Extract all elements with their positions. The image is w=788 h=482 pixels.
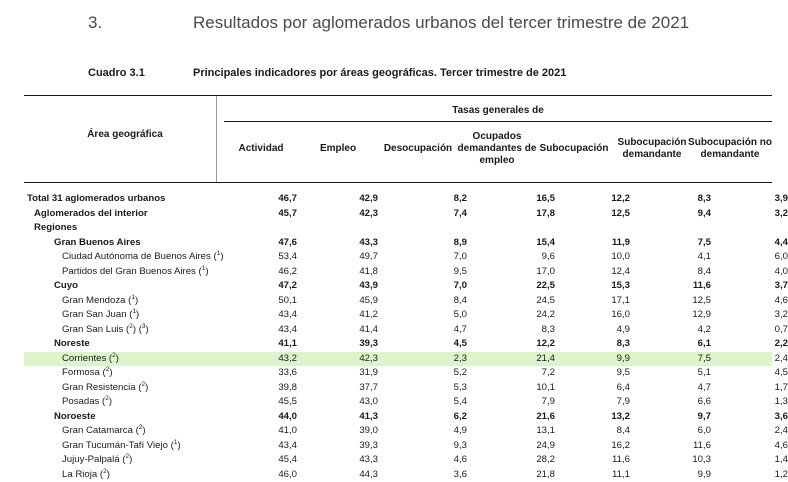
table-row xyxy=(24,250,772,265)
cell-value: 42,3 xyxy=(338,352,378,367)
cell-value: 5,3 xyxy=(427,381,467,396)
row-label: Cuyo xyxy=(24,279,78,294)
cell-value: 12,2 xyxy=(515,337,555,352)
table-label: Cuadro 3.1 xyxy=(88,67,145,79)
cell-value: 4,7 xyxy=(671,381,711,396)
cell-value: 8,3 xyxy=(515,323,555,338)
cell-value: 16,2 xyxy=(590,439,630,454)
cell-value: 9,7 xyxy=(671,410,711,425)
cell-value: 12,9 xyxy=(671,308,711,323)
cell-value: 2,4 xyxy=(748,352,788,367)
cell-value: 49,7 xyxy=(338,250,378,265)
cell-value: 17,8 xyxy=(515,207,555,222)
table-row xyxy=(24,424,772,439)
row-label: Corrientes ($^2$) xyxy=(24,352,119,367)
cell-value: 11,6 xyxy=(671,279,711,294)
cell-value: 7,5 xyxy=(671,236,711,251)
cell-value: 45,9 xyxy=(338,294,378,309)
cell-value: 41,8 xyxy=(338,265,378,280)
cell-value: 39,0 xyxy=(338,424,378,439)
cell-value: 46,2 xyxy=(257,265,297,280)
header-col-ocupados-demandantes: Ocupados demandantes de empleo xyxy=(452,131,542,167)
cell-value: 3,6 xyxy=(427,468,467,482)
cell-value: 12,2 xyxy=(590,192,630,207)
cell-value: 17,0 xyxy=(515,265,555,280)
cell-value: 4,0 xyxy=(748,265,788,280)
header-bottom-rule xyxy=(24,182,772,183)
cell-value: 4,5 xyxy=(748,366,788,381)
row-label: Gran Catamarca ($^2$) xyxy=(24,424,146,439)
cell-value: 9,9 xyxy=(590,352,630,367)
header-col-actividad: Actividad xyxy=(216,131,306,167)
table-row xyxy=(24,221,772,236)
cell-value: 41,1 xyxy=(257,337,297,352)
table-row xyxy=(24,323,772,338)
section-number: 3. xyxy=(88,13,102,33)
cell-value: 43,3 xyxy=(338,453,378,468)
row-label: Posadas ($^2$) xyxy=(24,395,112,410)
cell-value: 53,4 xyxy=(257,250,297,265)
cell-value: 12,5 xyxy=(671,294,711,309)
table-row xyxy=(24,294,772,309)
row-label: Jujuy-Palpalá ($^2$) xyxy=(24,453,132,468)
cell-value: 7,9 xyxy=(515,395,555,410)
cell-value: 41,0 xyxy=(257,424,297,439)
table-row xyxy=(24,439,772,454)
table-row xyxy=(24,265,772,280)
section-title: Resultados por aglomerados urbanos del tercer trimestre de 2021 xyxy=(193,13,689,33)
row-label: Gran Buenos Aires xyxy=(24,236,141,251)
table-row xyxy=(24,395,772,410)
cell-value: 43,2 xyxy=(257,352,297,367)
cell-value: 46,7 xyxy=(257,192,297,207)
cell-value: 3,9 xyxy=(748,192,788,207)
cell-value: 1,3 xyxy=(748,395,788,410)
cell-value: 8,4 xyxy=(427,294,467,309)
cell-value: 6,6 xyxy=(671,395,711,410)
indicators-table xyxy=(24,192,772,482)
cell-value: 6,4 xyxy=(590,381,630,396)
row-label: Total 31 aglomerados urbanos xyxy=(24,192,165,207)
row-label: Formosa ($^2$) xyxy=(24,366,113,381)
cell-value: 45,7 xyxy=(257,207,297,222)
row-label: Partidos del Gran Buenos Aires ($^1$) xyxy=(24,265,209,280)
cell-value: 8,9 xyxy=(427,236,467,251)
cell-value: 6,0 xyxy=(671,424,711,439)
cell-value: 4,2 xyxy=(671,323,711,338)
cell-value: 11,6 xyxy=(671,439,711,454)
cell-value: 5,1 xyxy=(671,366,711,381)
table-row xyxy=(24,207,772,222)
table-row xyxy=(24,468,772,482)
row-label: Gran Tucumán-Tafí Viejo ($^1$) xyxy=(24,439,181,454)
cell-value: 8,2 xyxy=(427,192,467,207)
cell-value: 47,2 xyxy=(257,279,297,294)
cell-value: 15,3 xyxy=(590,279,630,294)
cell-value: 7,4 xyxy=(427,207,467,222)
table-row xyxy=(24,381,772,396)
table-row xyxy=(24,366,772,381)
cell-value: 17,1 xyxy=(590,294,630,309)
cell-value: 15,4 xyxy=(515,236,555,251)
cell-value: 42,3 xyxy=(338,207,378,222)
cell-value: 2,4 xyxy=(748,424,788,439)
group-header-rule xyxy=(224,121,772,122)
header-area: Área geográfica xyxy=(60,129,190,141)
cell-value: 24,5 xyxy=(515,294,555,309)
table-row xyxy=(24,453,772,468)
cell-value: 7,0 xyxy=(427,250,467,265)
cell-value: 3,6 xyxy=(748,410,788,425)
row-label: Noroeste xyxy=(24,410,96,425)
header-col-desocupacion: Desocupación xyxy=(373,131,463,167)
cell-value: 11,9 xyxy=(590,236,630,251)
cell-value: 4,6 xyxy=(748,294,788,309)
cell-value: 43,4 xyxy=(257,323,297,338)
row-label: Ciudad Autónoma de Buenos Aires ($^1$) xyxy=(24,250,224,265)
cell-value: 39,8 xyxy=(257,381,297,396)
cell-value: 43,0 xyxy=(338,395,378,410)
cell-value: 39,3 xyxy=(338,439,378,454)
cell-value: 8,3 xyxy=(671,192,711,207)
cell-value: 28,2 xyxy=(515,453,555,468)
cell-value: 6,1 xyxy=(671,337,711,352)
cell-value: 44,0 xyxy=(257,410,297,425)
cell-value: 50,1 xyxy=(257,294,297,309)
cell-value: 33,6 xyxy=(257,366,297,381)
cell-value: 1,7 xyxy=(748,381,788,396)
cell-value: 7,5 xyxy=(671,352,711,367)
cell-value: 21,4 xyxy=(515,352,555,367)
cell-value: 41,3 xyxy=(338,410,378,425)
cell-value: 37,7 xyxy=(338,381,378,396)
cell-value: 0,7 xyxy=(748,323,788,338)
header-col-empleo: Empleo xyxy=(293,131,383,167)
cell-value: 4,6 xyxy=(748,439,788,454)
header-group: Tasas generales de xyxy=(224,105,772,117)
cell-value: 7,9 xyxy=(590,395,630,410)
table-row xyxy=(24,192,772,207)
cell-value: 10,1 xyxy=(515,381,555,396)
cell-value: 4,9 xyxy=(590,323,630,338)
cell-value: 6,0 xyxy=(748,250,788,265)
cell-value: 39,3 xyxy=(338,337,378,352)
cell-value: 3,2 xyxy=(748,308,788,323)
cell-value: 41,2 xyxy=(338,308,378,323)
cell-value: 22,5 xyxy=(515,279,555,294)
table-row xyxy=(24,337,772,352)
cell-value: 9,3 xyxy=(427,439,467,454)
cell-value: 7,0 xyxy=(427,279,467,294)
header-col-subocupacion-demandante: Subocupación demandante xyxy=(607,131,697,167)
cell-value: 3,2 xyxy=(748,207,788,222)
cell-value: 45,4 xyxy=(257,453,297,468)
cell-value: 7,2 xyxy=(515,366,555,381)
cell-value: 8,4 xyxy=(671,265,711,280)
cell-value: 5,0 xyxy=(427,308,467,323)
cell-value: 6,2 xyxy=(427,410,467,425)
cell-value: 43,4 xyxy=(257,439,297,454)
cell-value: 4,6 xyxy=(427,453,467,468)
header-col-subocupacion: Subocupación xyxy=(529,131,619,167)
header-col-subocupacion-no-demandante: Subocupación no demandante xyxy=(685,131,775,167)
cell-value: 10,0 xyxy=(590,250,630,265)
table-row xyxy=(24,308,772,323)
cell-value: 11,1 xyxy=(590,468,630,482)
cell-value: 12,4 xyxy=(590,265,630,280)
cell-value: 13,2 xyxy=(590,410,630,425)
row-label: Aglomerados del interior xyxy=(24,207,148,222)
cell-value: 10,3 xyxy=(671,453,711,468)
row-label: Noreste xyxy=(24,337,90,352)
table-row xyxy=(24,279,772,294)
cell-value: 3,7 xyxy=(748,279,788,294)
cell-value: 41,4 xyxy=(338,323,378,338)
cell-value: 9,6 xyxy=(515,250,555,265)
cell-value: 47,6 xyxy=(257,236,297,251)
cell-value: 43,4 xyxy=(257,308,297,323)
cell-value: 9,9 xyxy=(671,468,711,482)
cell-value: 46,0 xyxy=(257,468,297,482)
cell-value: 42,9 xyxy=(338,192,378,207)
row-label: Gran Resistencia ($^2$) xyxy=(24,381,148,396)
cell-value: 44,3 xyxy=(338,468,378,482)
cell-value: 21,8 xyxy=(515,468,555,482)
cell-value: 24,2 xyxy=(515,308,555,323)
cell-value: 9,5 xyxy=(427,265,467,280)
cell-value: 45,5 xyxy=(257,395,297,410)
cell-value: 4,5 xyxy=(427,337,467,352)
cell-value: 5,4 xyxy=(427,395,467,410)
cell-value: 31,9 xyxy=(338,366,378,381)
cell-value: 13,1 xyxy=(515,424,555,439)
cell-value: 1,2 xyxy=(748,468,788,482)
cell-value: 11,6 xyxy=(590,453,630,468)
row-label: Regiones xyxy=(24,221,77,236)
table-row xyxy=(24,236,772,251)
cell-value: 4,1 xyxy=(671,250,711,265)
cell-value: 5,2 xyxy=(427,366,467,381)
cell-value: 4,7 xyxy=(427,323,467,338)
cell-value: 2,3 xyxy=(427,352,467,367)
cell-value: 9,4 xyxy=(671,207,711,222)
cell-value: 16,5 xyxy=(515,192,555,207)
cell-value: 8,4 xyxy=(590,424,630,439)
table-title: Principales indicadores por áreas geográficas. Tercer trimestre de 2021 xyxy=(193,67,566,79)
table-row xyxy=(24,410,772,425)
cell-value: 9,5 xyxy=(590,366,630,381)
cell-value: 12,5 xyxy=(590,207,630,222)
cell-value: 4,9 xyxy=(427,424,467,439)
row-label: La Rioja ($^2$) xyxy=(24,468,110,482)
row-label: Gran San Juan ($^1$) xyxy=(24,308,139,323)
cell-value: 21,6 xyxy=(515,410,555,425)
cell-value: 2,2 xyxy=(748,337,788,352)
cell-value: 43,3 xyxy=(338,236,378,251)
cell-value: 16,0 xyxy=(590,308,630,323)
cell-value: 4,4 xyxy=(748,236,788,251)
table-top-rule xyxy=(24,95,772,96)
row-label: Gran San Luis ($^2$) ($^3$) xyxy=(24,323,149,338)
row-label: Gran Mendoza ($^1$) xyxy=(24,294,138,309)
cell-value: 8,3 xyxy=(590,337,630,352)
cell-value: 43,9 xyxy=(338,279,378,294)
cell-value: 1,4 xyxy=(748,453,788,468)
table-row xyxy=(24,352,772,367)
cell-value: 24,9 xyxy=(515,439,555,454)
